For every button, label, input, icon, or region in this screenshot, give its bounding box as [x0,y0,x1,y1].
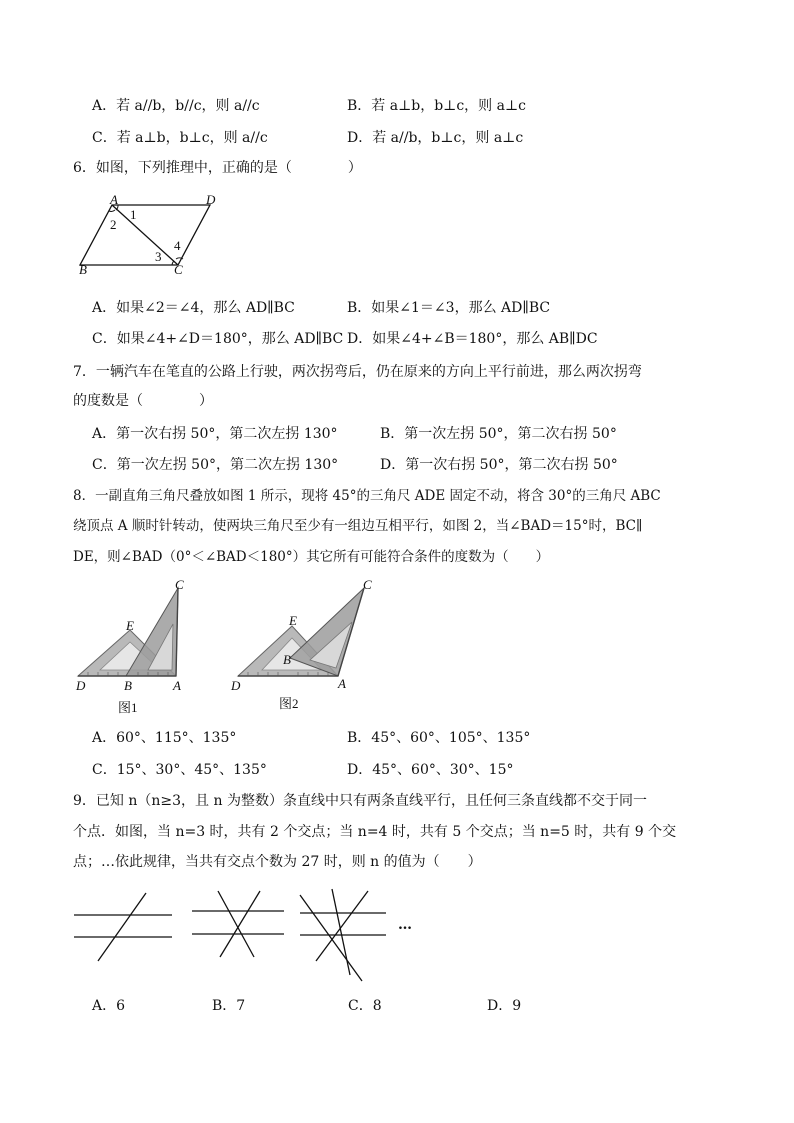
q6-stem: 6．如图，下列推理中，正确的是（ ） [73,160,362,176]
q9-option-a: A．6 [92,998,126,1014]
q7-option-a: A．第一次右拐 50°，第二次左拐 130° [92,426,338,442]
q7-option-b: B．第一次左拐 50°，第二次右拐 50° [380,426,617,442]
fig1-label-c: C [175,577,184,592]
q6-label-4: 4 [174,238,181,253]
q6-label-c: C [174,262,183,277]
fig1-caption: 图1 [118,700,138,715]
fig1-label-a: A [173,678,181,693]
q8-option-b: B．45°、60°、105°、135° [347,730,531,746]
q5-option-d: D．若 a//b，b⊥c，则 a⊥c [347,130,524,146]
q7-stem-line1: 7．一辆汽车在笔直的公路上行驶，两次拐弯后，仍在原来的方向上平行前进，那么两次拐弯 [73,364,642,380]
q5-option-b: B．若 a⊥b，b⊥c，则 a⊥c [347,98,526,114]
lines-figure-n4 [192,885,287,965]
fig1-label-b: B [124,678,132,693]
q9-option-b: B．7 [212,998,246,1014]
q9-option-c: C．8 [348,998,382,1014]
q6-label-a: A [110,192,118,207]
q6-option-a: A．如果∠2＝∠4，那么 AD∥BC [92,300,295,316]
fig1-label-e: E [126,618,134,633]
q9-stem-line1: 9．已知 n（n≥3，且 n 为整数）条直线中只有两条直线平行，且任何三条直线都不交于同一 [73,793,647,809]
q6-label-b: B [79,262,87,277]
q9-ellipsis: … [398,917,412,933]
parallelogram-diagram [78,193,218,283]
q7-stem-line2: 的度数是（ ） [73,393,213,409]
q6-label-1: 1 [130,207,137,222]
lines-figure-n3 [74,885,174,965]
q7-option-d: D．第一次右拐 50°，第二次右拐 50° [380,457,618,473]
q6-label-3: 3 [155,249,162,264]
q7-option-c: C．第一次左拐 50°，第二次左拐 130° [92,457,339,473]
q8-option-d: D．45°、60°、30°、15° [347,762,514,778]
lines-figure-n5 [296,885,391,985]
q9-option-d: D．9 [487,998,522,1014]
q8-stem-line3: DE，则∠BAD（0°＜∠BAD＜180°）其它所有可能符合条件的度数为（ ） [73,549,550,565]
fig2-label-c: C [363,577,372,592]
fig2-label-a: A [338,676,346,691]
q6-label-d: D [206,192,216,207]
q8-stem-line2: 绕顶点 A 顺时针转动，使两块三角尺至少有一组边互相平行，如图 2，当∠BAD＝15°时，BC∥ [73,518,643,534]
q8-option-c: C．15°、30°、45°、135° [92,762,267,778]
q6-option-c: C．如果∠4+∠D＝180°，那么 AD∥BC [92,331,344,347]
q6-option-b: B．如果∠1＝∠3，那么 AD∥BC [347,300,551,316]
q5-option-c: C．若 a⊥b，b⊥c，则 a//c [92,130,268,146]
q5-option-a: A．若 a//b，b//c，则 a//c [92,98,260,114]
fig2-label-e: E [289,613,297,628]
q9-stem-line3: 点；…依此规律，当共有交点个数为 27 时，则 n 的值为（ ） [73,854,482,870]
q9-stem-line2: 个点．如图，当 n=3 时，共有 2 个交点；当 n=4 时，共有 5 个交点；当 n=5 时，共有 9 个交 [73,824,677,840]
fig2-label-b: B [283,652,291,667]
q6-label-2: 2 [110,217,117,232]
set-squares-figure-1 [78,580,198,690]
q6-option-d: D．如果∠4+∠B＝180°，那么 AB∥DC [347,331,598,347]
q8-stem-line1: 8．一副直角三角尺叠放如图 1 所示，现将 45°的三角尺 ADE 固定不动，将含 30°的三角尺 ABC [73,488,661,504]
fig2-caption: 图2 [279,696,299,711]
fig2-label-d: D [231,678,241,693]
fig1-label-d: D [76,678,86,693]
q8-option-a: A．60°、115°、135° [92,730,237,746]
set-squares-figure-2 [238,580,378,690]
